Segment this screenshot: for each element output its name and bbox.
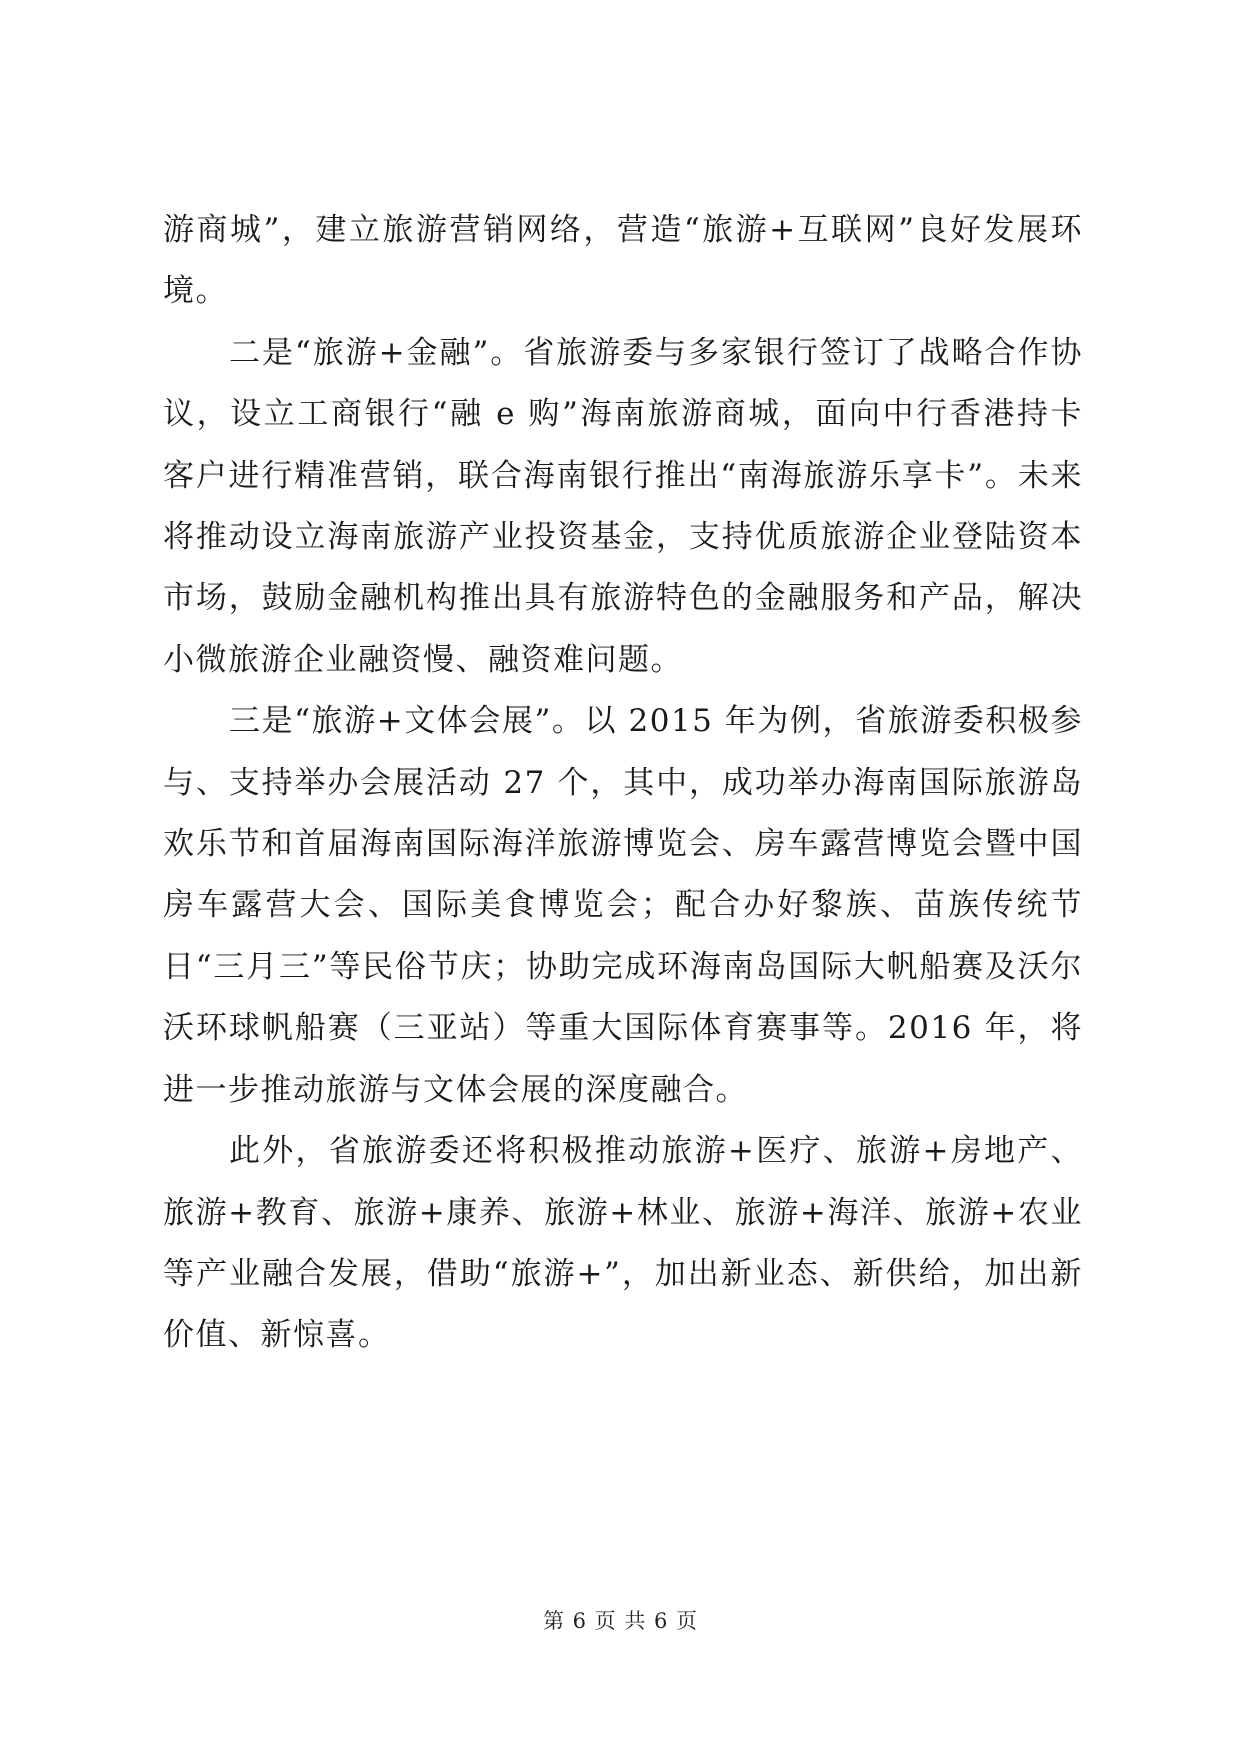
- paragraph-finance: 二是“旅游+金融”。省旅游委与多家银行签订了战略合作协议，设立工商银行“融 e 购”海南旅游商城，面向中行香港持卡客户进行精准营销，联合海南银行推出“南海旅游乐享卡”。未来将推动设立海南旅游产业投资基金，支持优质旅游企业登陆资本市场，鼓励金融机构推出具有旅游特色的金融服务和产品，解决小微旅游企业融资慢、融资难问题。: [163, 334, 1083, 678]
- document-body: [163, 200, 1083, 1367]
- paragraph-culture-sports-exhibition: 三是“旅游+文体会展”。以 2015 年为例，省旅游委积极参与、支持举办会展活动 27 个，其中，成功举办海南国际旅游岛欢乐节和首届海南国际海洋旅游博览会、房车露营博览会暨中国房车露营大会、国际美食博览会；配合办好黎族、苗族传统节日“三月三”等民俗节庆；协助完成环海南岛国际大帆船赛及沃尔沃环球帆船赛（三亚站）等重大国际体育赛事等。2016 年，将进一步推动旅游与文体会展的深度融合。: [163, 703, 1083, 1108]
- paragraph-continuation: 游商城”，建立旅游营销网络，营造“旅游+互联网”良好发展环境。: [163, 212, 1083, 310]
- paragraph-other-integration: 此外，省旅游委还将积极推动旅游+医疗、旅游+房地产、旅游+教育、旅游+康养、旅游+林业、旅游+海洋、旅游+农业等产业融合发展，借助“旅游+”，加出新业态、新供给，加出新价值、新惊喜。: [163, 1133, 1083, 1354]
- page-number-footer: 第 6 页 共 6 页: [542, 1609, 699, 1633]
